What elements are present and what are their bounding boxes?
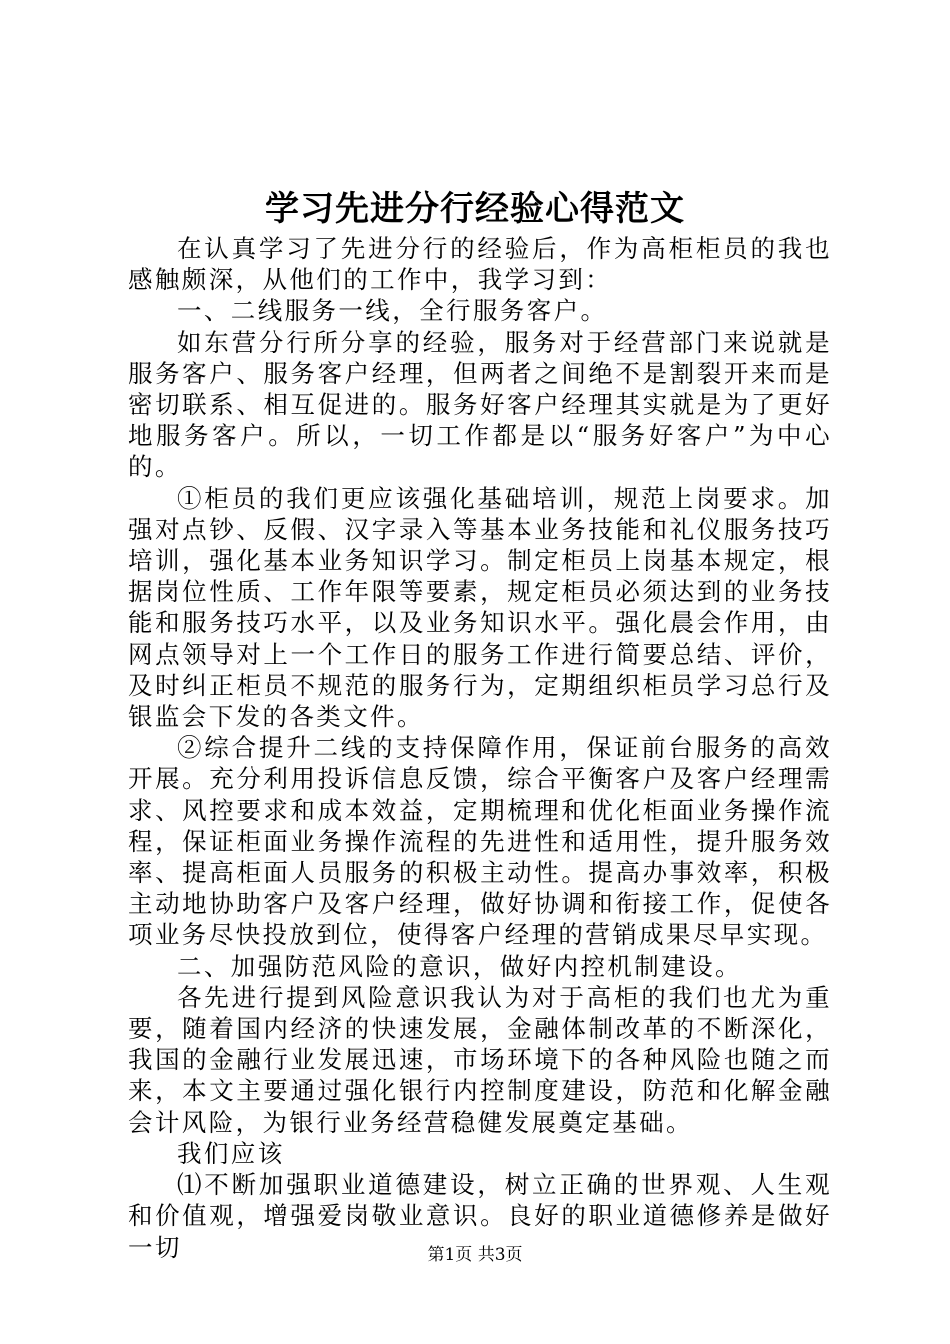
section-heading-2: 二、加强防范风险的意识，做好内控机制建设。 — [177, 951, 742, 981]
paragraph: 我们应该 — [177, 1138, 285, 1168]
document-body — [128, 233, 832, 1263]
page-number-footer: 第1页 共3页 — [427, 1245, 523, 1265]
section-heading-1: 一、二线服务一线，全行服务客户。 — [177, 296, 608, 326]
document-title: 学习先进分行经验心得范文 — [265, 189, 685, 229]
paragraph: 各先进行提到风险意识我认为对于高柜的我们也尤为重要，随着国内经济的快速发展，金融体制改革的不断深化，我国的金融行业发展迅速，市场环境下的各种风险也随之而来，本文主要通过强化银行内控制度建设，防范和化解金融会计风险，为银行业务经营稳健发展奠定基础。 — [128, 982, 832, 1137]
paragraph: ⑴不断加强职业道德建设，树立正确的世界观、人生观和价值观，增强爱岗敬业意识。良好的职业道德修养是做好一切 — [128, 1170, 832, 1262]
paragraph-intro: 在认真学习了先进分行的经验后，作为高柜柜员的我也感触颇深，从他们的工作中，我学习到： — [128, 234, 832, 295]
paragraph: ①柜员的我们更应该强化基础培训，规范上岗要求。加强对点钞、反假、汉字录入等基本业务技能和礼仪服务技巧培训，强化基本业务知识学习。制定柜员上岗基本规定，根据岗位性质、工作年限等要素，规定柜员必须达到的业务技能和服务技巧水平，以及业务知识水平。强化晨会作用，由网点领导对上一个工作日的服务工作进行简要总结、评价，及时纠正柜员不规范的服务行为，定期组织柜员学习总行及银监会下发的各类文件。 — [128, 483, 832, 732]
paragraph: ②综合提升二线的支持保障作用，保证前台服务的高效开展。充分利用投诉信息反馈，综合平衡客户及客户经理需求、风控要求和成本效益，定期梳理和优化柜面业务操作流程，保证柜面业务操作流程的先进性和适用性，提升服务效率、提高柜面人员服务的积极主动性。提高办事效率，积极主动地协助客户及客户经理，做好协调和衔接工作，促使各项业务尽快投放到位，使得客户经理的营销成果尽早实现。 — [128, 733, 832, 950]
paragraph: 如东营分行所分享的经验，服务对于经营部门来说就是服务客户、服务客户经理，但两者之间绝不是割裂开来而是密切联系、相互促进的。服务好客户经理其实就是为了更好地服务客户。所以，一切工作都是以“服务好客户”为中心的。 — [128, 327, 832, 482]
